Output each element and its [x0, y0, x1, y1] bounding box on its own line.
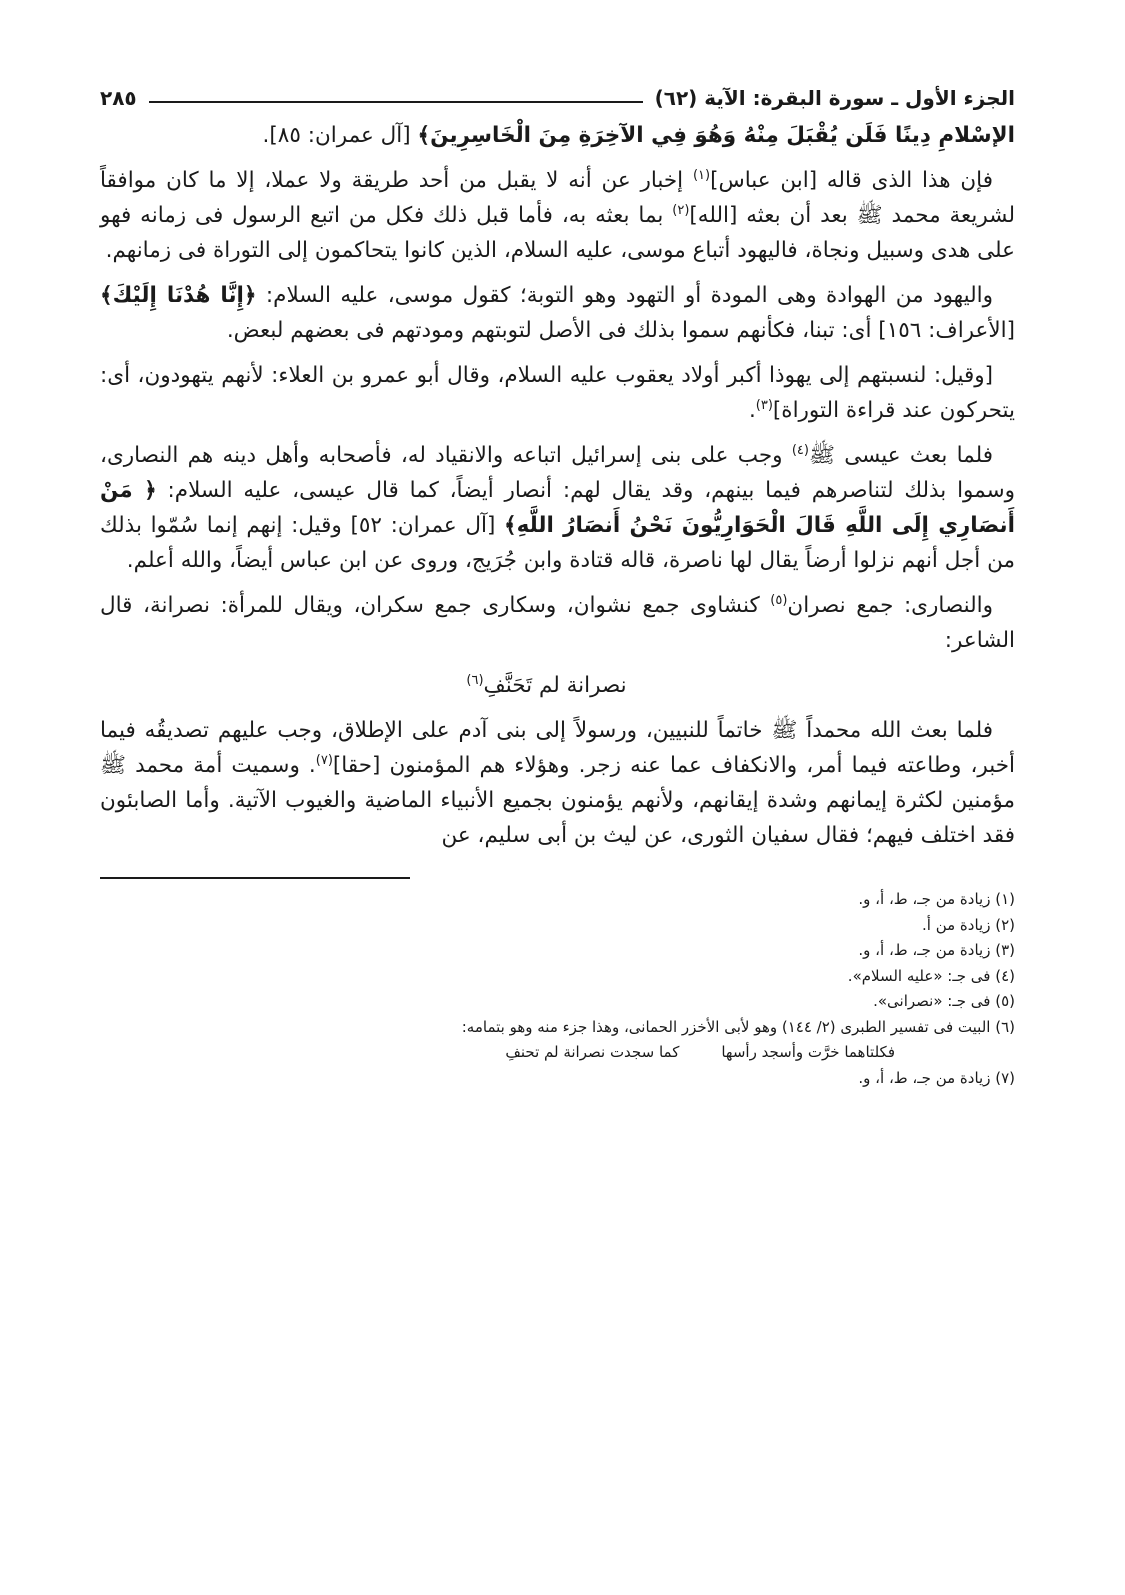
footnote-poem — [100, 1040, 1015, 1066]
footnotes — [100, 887, 1015, 1091]
text-span: والنصارى: جمع نصران — [787, 593, 993, 618]
footnote-7: (٧) زيادة من جـ، ط، أ، و. — [858, 1068, 1015, 1087]
paragraph-4 — [100, 438, 1015, 578]
footnote-ref-2[interactable]: (٢) — [672, 202, 690, 218]
footnote-ref-3[interactable]: (٣) — [755, 397, 773, 413]
header-rule — [149, 101, 643, 103]
paragraph-2 — [100, 278, 1015, 348]
footnote-ref-7[interactable]: (٧) — [315, 752, 333, 768]
text-span: واليهود من الهوادة وهى المودة أو التهود وهو التوبة؛ كقول موسى، عليه السلام: — [256, 283, 993, 308]
paragraph-3 — [100, 358, 1015, 428]
paragraph-6 — [100, 713, 1015, 853]
text-span: فلما بعث الله محمداً ﷺ خاتماً للنبيين، ورسولاً إلى بنى آدم على الإطلاق، وجب عليهم تصديقُه فيما أخبر، وطاعته فيما أمر، والانكفاف عما عنه زجر. وهؤلاء هم المؤمنون [حقا] — [100, 718, 1015, 778]
paragraph-0 — [100, 118, 1015, 153]
footnote-ref-6[interactable]: (٦) — [466, 672, 484, 688]
text-span: وجب على بنى إسرائيل اتباعه والانقياد له، فأصحابه وأهل دينه هم النصارى، وسموا بذلك لتناصرهم فيما بينهم، وقد يقال لهم: أنصار أيضاً، كما قال عيسى، عليه السلام: — [100, 443, 1015, 503]
paragraph-1 — [100, 163, 1015, 268]
quran-quote: ﴿ مَنْ أَنصَارِي إِلَى اللَّهِ قَالَ الْحَوَارِيُّونَ نَحْنُ أَنصَارُ اللَّهِ﴾ — [100, 478, 1015, 538]
footnote-1: (١) زيادة من جـ، ط، أ، و. — [858, 890, 1015, 908]
poem-first-hemistich: فكلتاهما خرَّت وأسجد رأسها — [721, 1043, 895, 1061]
text-span: . — [748, 398, 756, 423]
footnote-ref-4[interactable]: (٤) — [791, 442, 809, 458]
running-title: الجزء الأول ـ سورة البقرة: الآية (٦٢) — [654, 86, 1015, 110]
text-span: فلما بعث عيسى ﷺ — [808, 443, 993, 468]
footnote-2: (٢) زيادة من أ. — [922, 915, 1015, 934]
footnote-ref-5[interactable]: (٥) — [770, 592, 788, 608]
footnote-ref-1[interactable]: (١) — [692, 167, 711, 183]
quran-quote: ﴿إِنَّا هُدْنَا إِلَيْكَ﴾ — [100, 283, 257, 308]
paragraph-5 — [100, 588, 1015, 658]
text-span: [وقيل: لنسبتهم إلى يهوذا أكبر أولاد يعقوب عليه السلام، وقال أبو عمرو بن العلاء: لأنهم يتهودون، أى: يتحركون عند قراءة التوراة] — [100, 363, 1015, 423]
poem-second-hemistich: كما سجدت نصرانة لم تحنفِ — [505, 1043, 680, 1061]
text-span: [الأعراف: ١٥٦] أى: تبنا، فكأنهم سموا بذلك فى الأصل لتوبتهم ومودتهم فى بعضهم لبعض. — [226, 318, 1015, 343]
footnote-3: (٣) زيادة من جـ، ط، أ، و. — [858, 941, 1015, 959]
footnote-4: (٤) فى جـ: «عليه السلام». — [847, 966, 1015, 985]
main-text — [100, 118, 1015, 853]
text-span: إخبار عن أنه لا يقبل من أحد طريقة ولا عملا، إلا ما كان موافقاً لشريعة محمد ﷺ بعد أن بعثه [الله] — [100, 168, 1015, 228]
footnote-separator — [100, 877, 410, 879]
text-span: بما بعثه به، فأما قبل ذلك فكل من اتبع الرسول فى زمانه فهو على هدى وسبيل ونجاة، فاليهود أتباع موسى، عليه السلام، الذين كانوا يتحاكمون إلى التوراة فى زمانهم. — [100, 203, 1015, 263]
verse-text: نصرانة لم تَحَنَّفِ — [483, 673, 627, 698]
running-header — [100, 78, 1015, 118]
text-span: [آل عمران: ٥٢] وقيل: إنهم إنما سُمّوا بذلك من أجل أنهم نزلوا أرضاً يقال لها ناصرة، قاله قتادة وابن جُرَيج، وروى عن ابن عباس أيضاً، والله أعلم. — [100, 513, 1015, 573]
text-span: . وسميت أمة محمد ﷺ مؤمنين لكثرة إيمانهم وشدة إيقانهم، ولأنهم يؤمنون بجميع الأنبياء الماضية والغيوب الآتية. وأما الصابئون فقد اختلف فيهم؛ فقال سفيان الثورى، عن ليث بن أبى سليم، عن — [100, 753, 1015, 848]
text-span: فإن هذا الذى قاله [ابن عباس] — [710, 168, 993, 193]
quran-reference: [آل عمران: ٨٥]. — [262, 123, 418, 148]
text-span: كنشاوى جمع نشوان، وسكارى جمع سكران، ويقال للمرأة: نصرانة، قال الشاعر: — [100, 593, 1015, 653]
quran-quote: الإسْلامِ دِينًا فَلَن يُقْبَلَ مِنْهُ وَهُوَ فِي الآخِرَةِ مِنَ الْخَاسِرِينَ﴾ — [417, 123, 1015, 148]
poetry-verse — [100, 668, 1015, 703]
page-number: ٢٨٥ — [100, 86, 137, 110]
footnote-5: (٥) فى جـ: «نصرانى». — [873, 992, 1015, 1010]
footnote-6: (٦) البيت فى تفسير الطبرى (٢/ ١٤٤) وهو لأبى الأخزر الحمانى، وهذا جزء منه وهو بتمامه: — [461, 1017, 1015, 1036]
